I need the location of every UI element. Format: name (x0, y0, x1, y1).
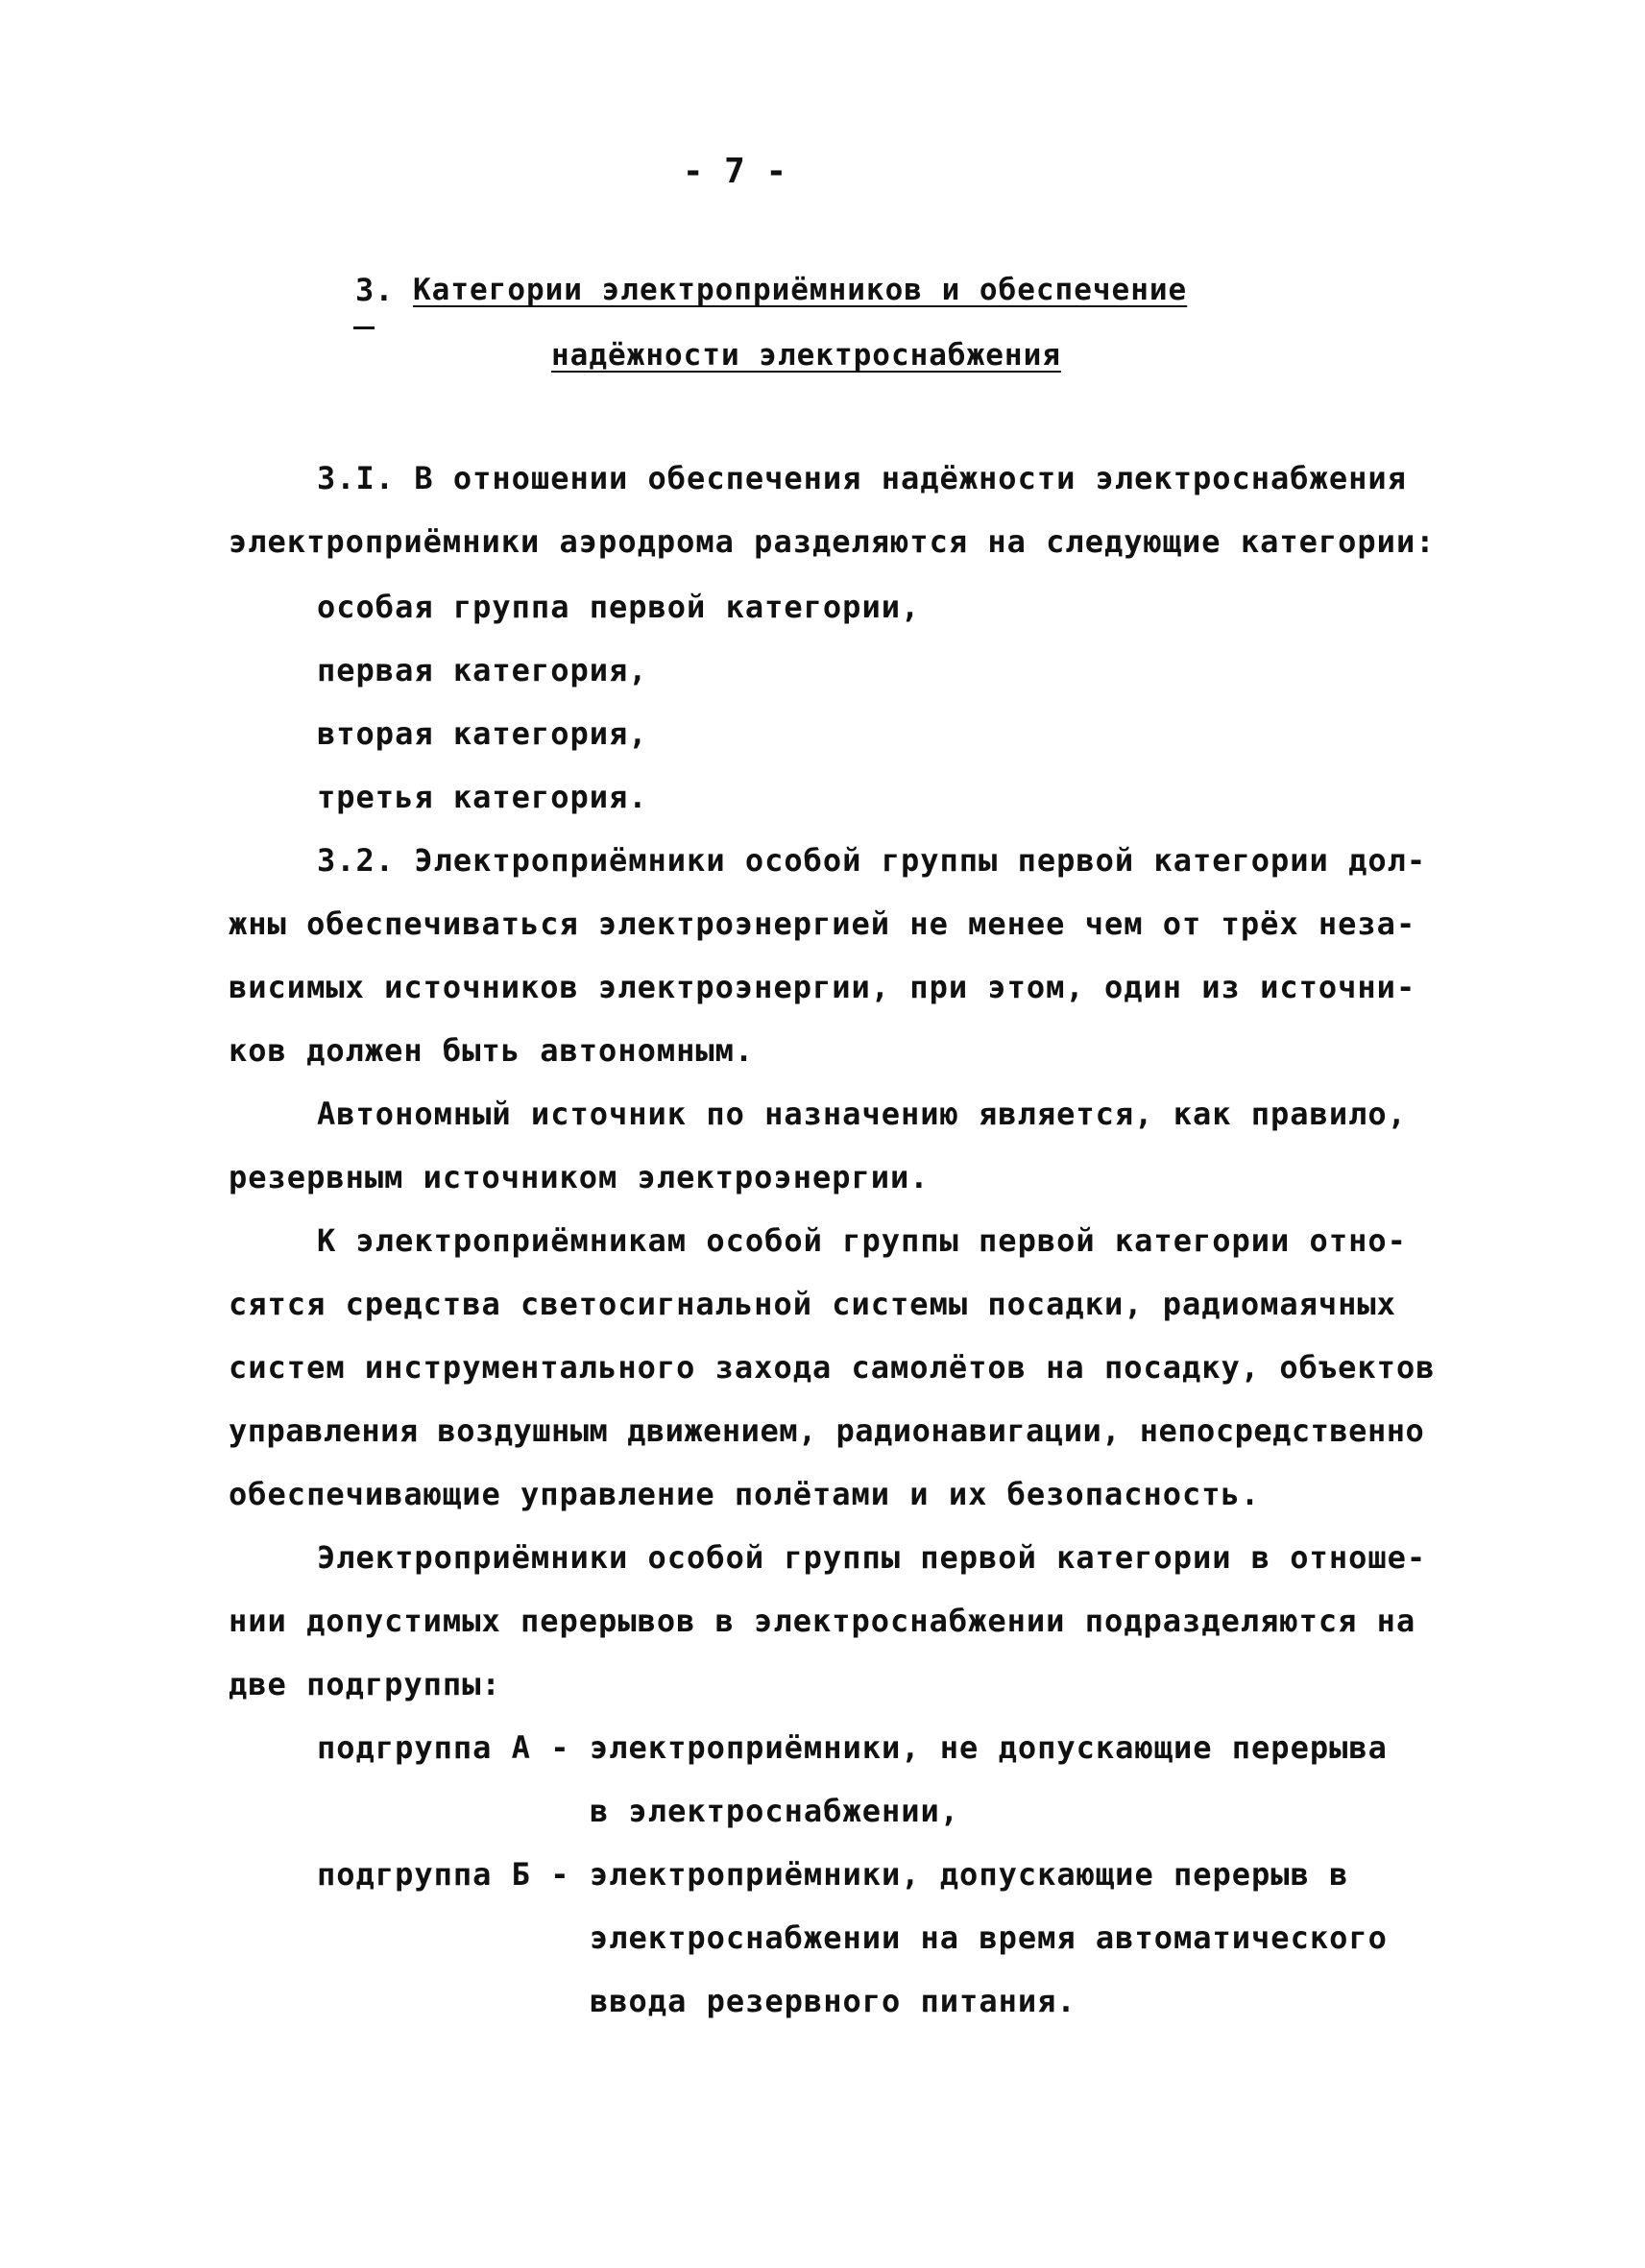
heading-mark (353, 326, 375, 329)
page-number: - 7 - (682, 152, 787, 191)
section-title-line2: надёжности электроснабжения (551, 338, 1061, 373)
paragraph-3-2-line2: жны обеспечиваться электроэнергией не менее чем от трёх неза- (229, 905, 1416, 942)
list-item: третья категория. (317, 779, 648, 815)
list-item: первая категория, (317, 652, 648, 688)
belongs-line3: систем инструментального захода самолётов на посадку, объектов (229, 1349, 1436, 1386)
subgroup-b-line2: электроснабжении на время автоматического (590, 1919, 1388, 1956)
list-item: вторая категория, (317, 715, 648, 752)
belongs-line2: сятся средства светосигнальной системы посадки, радиомаячных (229, 1286, 1396, 1322)
paragraph-3-2-line3: висимых источников электроэнергии, при этом, один из источни- (229, 969, 1416, 1005)
subgroup-a-label: подгруппа А - (317, 1729, 570, 1766)
paragraph-3-2-line4: ков должен быть автономным. (229, 1032, 755, 1069)
list-item: особая группа первой категории, (317, 589, 921, 625)
belongs-line5: обеспечивающие управление полётами и их безопасность. (229, 1476, 1261, 1512)
subgroup-b-label: подгруппа Б - (317, 1856, 570, 1893)
subgroup-a-line1: электроприёмники, не допускающие перерыва (590, 1729, 1388, 1766)
subgroups-line1: Электроприёмники особой группы первой категории в отноше- (317, 1539, 1427, 1576)
belongs-line4: управления воздушным движением, радионавигации, непосредственно (229, 1412, 1425, 1449)
paragraph-3-2-line1: 3.2. Электроприёмники особой группы первой категории дол- (317, 842, 1427, 879)
subgroup-b-line3: ввода резервного питания. (590, 1983, 1077, 2019)
autonomous-line1: Автономный источник по назначению является, как правило, (317, 1096, 1407, 1132)
section-number: 3. (355, 272, 395, 308)
subgroup-b-line1: электроприёмники, допускающие перерыв в (590, 1856, 1349, 1893)
paragraph-3-1-line1: 3.I. В отношении обеспечения надёжности электроснабжения (317, 460, 1407, 496)
autonomous-line2: резервным источником электроэнергии. (229, 1159, 930, 1195)
belongs-line1: К электроприёмникам особой группы первой категории отно- (317, 1222, 1407, 1259)
subgroups-line2: нии допустимых перерывов в электроснабжении подразделяются на (229, 1603, 1416, 1639)
section-title-line1: Категории электроприёмников и обеспечение (413, 273, 1188, 307)
paragraph-3-1-line2: электроприёмники аэродрома разделяются на следующие категории: (229, 523, 1436, 560)
subgroup-a-line2: в электроснабжении, (590, 1793, 960, 1829)
subgroups-line3: две подгруппы: (229, 1666, 501, 1702)
